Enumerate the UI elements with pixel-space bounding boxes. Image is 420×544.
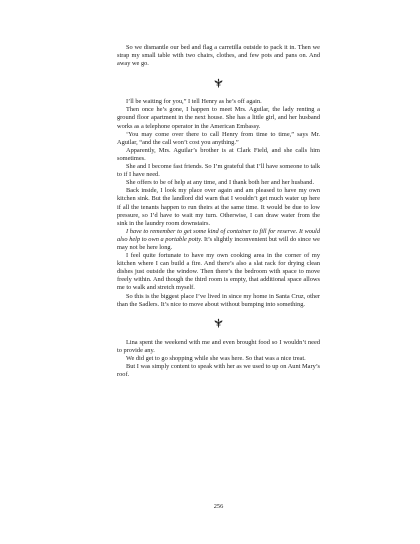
- paragraph: She offers to be of help at any time, and I thank both her and her husband.: [126, 179, 315, 187]
- paragraph: She and I become fast friends. So I’m grateful that I’ll have someone to talk to if I have need.: [117, 163, 320, 179]
- paragraph-italic: [117, 228, 320, 252]
- section-separator: [117, 72, 320, 94]
- paragraph: I’ll be waiting for you,” I tell Henry as he’s off again.: [126, 98, 262, 106]
- paragraph: ‘You may come over there to call Henry from time to time,” says Mr. Aguilar, “and the call won’t cost you anything.”: [117, 130, 320, 146]
- paragraph: I feel quite fortunate to have my own cooking area in the corner of my kitchen where I can build a fire. And there’s also a slat rack for drying clean dishes just outside the window. Then there’s the bedroom with space to move freely within. And though the third room is empty, that additional space allows me to walk and stretch myself.: [117, 252, 320, 292]
- paragraph: Lina spent the weekend with me and even brought food so I wouldn’t need to provide any.: [117, 338, 320, 354]
- paragraph: We did get to go shopping while she was here. So that was a nice treat.: [126, 354, 306, 362]
- section-separator: [117, 313, 320, 335]
- paragraph: Apparently, Mrs. Aguilar’s brother is at Clark Field, and she calls him sometimes.: [117, 146, 320, 162]
- paragraph: Then once he’s gone, I happen to meet Mrs. Aguilar, the lady renting a ground floor apartment in the next house. She has a little girl, and her husband works as a telephone operator in the American Embassy.: [117, 106, 320, 130]
- fleur-ornament-icon: [214, 78, 223, 88]
- paragraph: Back inside, I look my place over again and am pleased to have my own kitchen sink. But the landlord did warn that I wouldn’t get much water up here if all the tenants happen to run theirs at the same time. It would be due to low pressure, so I’d have to wait my turn. Otherwise, I can draw water from the sink in the laundry room downstairs.: [117, 187, 320, 227]
- paragraph: But I was simply content to speak with her as we used to up on Aunt Mary’s roof.: [117, 363, 320, 379]
- paragraph: So we dismantle our bed and flag a carretilla outside to pack it in. Then we strap my small table with two chairs, clothes, and few pots and pans on. And away we go.: [117, 44, 320, 68]
- page-number: 256: [213, 503, 224, 510]
- paragraph: So this is the biggest place I’ve lived in since my home in Santa Cruz, other than the Sadlers. It’s nice to move about without bumping into something.: [117, 292, 320, 308]
- italic-text: I have to remember to get some kind of container to fill for reserve. It would also help to own a portable potty.: [117, 227, 320, 243]
- book-page: [117, 44, 320, 510]
- fleur-ornament-icon: [214, 318, 223, 328]
- plain-text: It’s slightly inconvenient but will do since we may not be here long.: [117, 235, 320, 251]
